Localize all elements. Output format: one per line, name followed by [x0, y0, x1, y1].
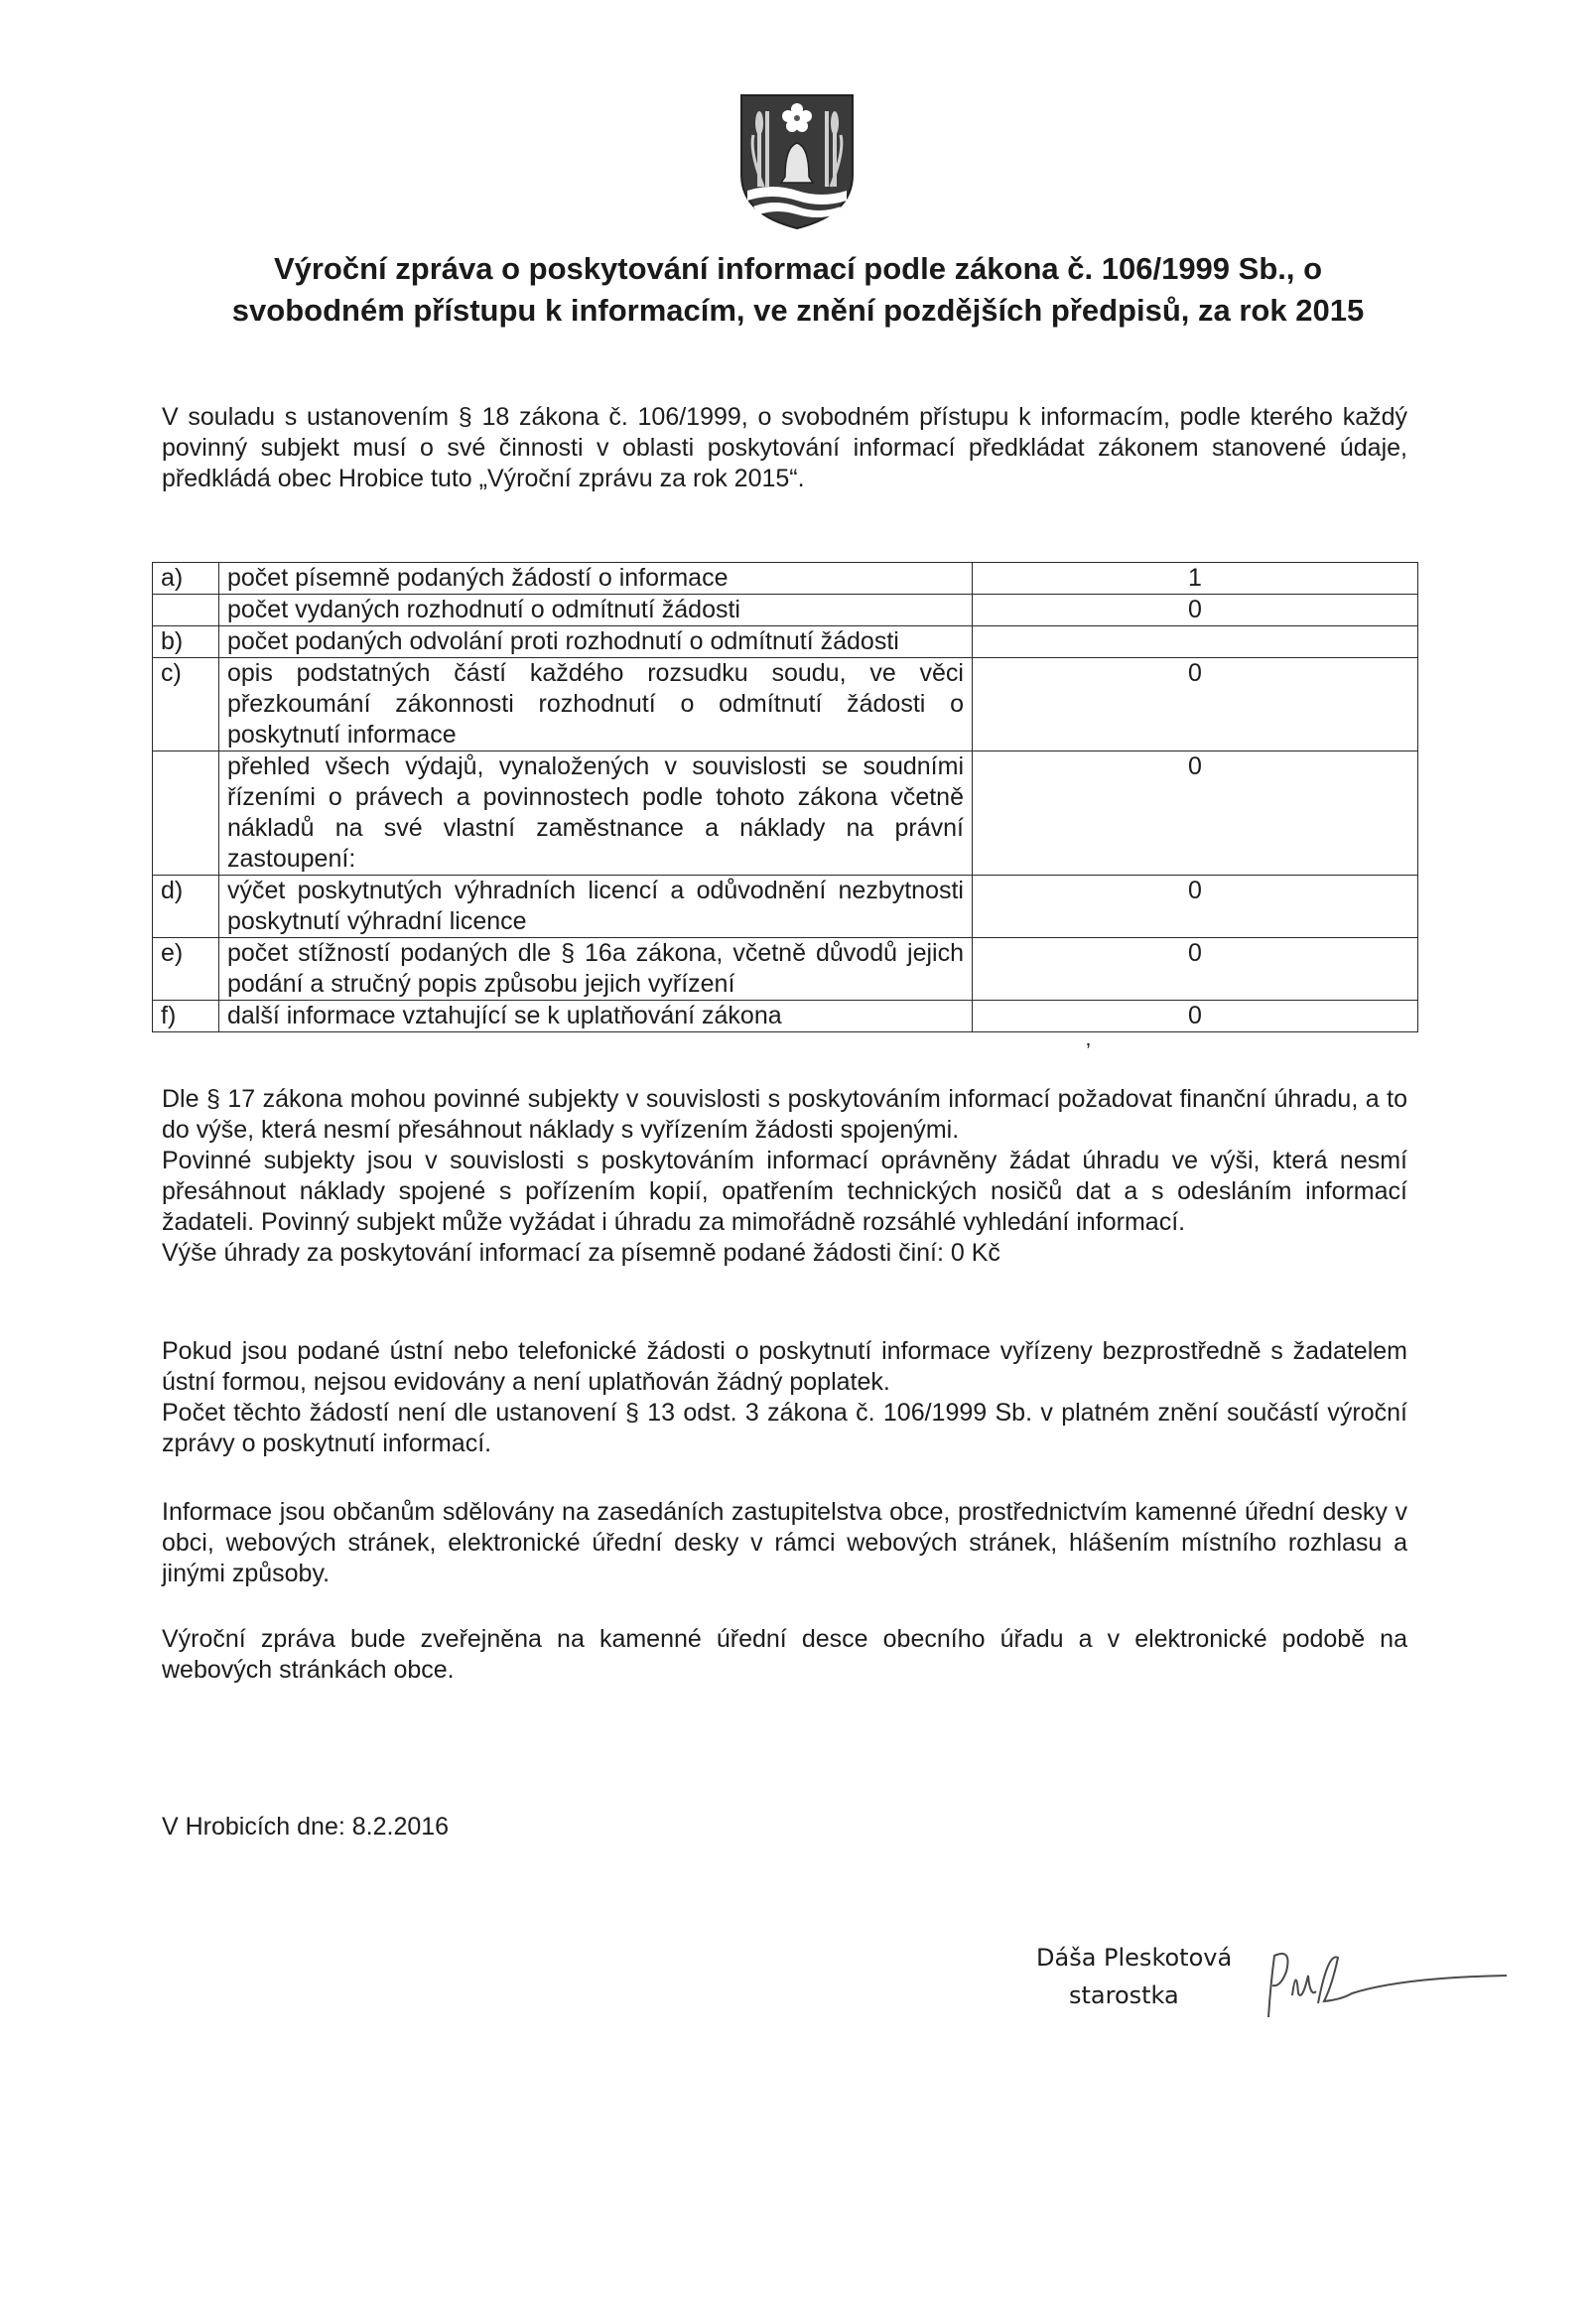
publication-paragraph: Výroční zpráva bude zveřejněna na kamenné úřední desce obecního úřadu a v elektronické podobě na webových stránkách obce. [162, 1625, 1407, 1684]
information-channels-section [162, 1497, 1407, 1589]
fees-paragraph-2: Povinné subjekty jsou v souvislosti s poskytováním informací oprávněny žádat úhradu ve výši, která nesmí přesáhnout náklady spojené s pořízením kopií, opatřením technických nosičů dat a s odesláním informací žadateli. Povinný subjekt může vyžádat i úhradu za mimořádně rozsáhlé vyhledání informací. [162, 1147, 1407, 1236]
row-value: 0 [973, 876, 1418, 938]
row-letter: f) [153, 1001, 219, 1032]
row-value: 1 [973, 563, 1418, 595]
document-title [99, 248, 1497, 332]
title-line-1: Výroční zpráva o poskytování informací podle zákona č. 106/1999 Sb., o [273, 251, 1323, 286]
publication-section [162, 1624, 1407, 1686]
row-letter: c) [153, 658, 219, 751]
intro-paragraph: V souladu s ustanovením § 18 zákona č. 106/1999, o svobodném přístupu k informacím, podle kterého každý povinný subjekt musí o své činnosti v oblasti poskytování informací předkládat zákonem stanovené údaje, předkládá obec Hrobice tuto „Výroční zprávu za rok 2015“. [162, 403, 1407, 492]
row-value-empty [973, 626, 1418, 658]
table-row [153, 1001, 1418, 1032]
table-row [153, 595, 1418, 626]
oral-paragraph-1: Pokud jsou podané ústní nebo telefonické žádosti o poskytnutí informace vyřízeny bezprostředně s žadatelem ústní formou, nejsou evidovány a není uplatňován žádný poplatek. [162, 1337, 1407, 1396]
row-description: další informace vztahující se k uplatňování zákona [219, 1001, 973, 1032]
table-row [153, 751, 1418, 876]
table-row [153, 626, 1418, 658]
row-description: přehled všech výdajů, vynaložených v souvislosti se soudními řízeními o právech a povinnostech podle tohoto zákona včetně nákladů na své vlastní zaměstnance a náklady na právní zastoupení: [219, 751, 973, 876]
row-description: výčet poskytnutých výhradních licencí a odůvodnění nezbytnosti poskytnutí výhradní licence [219, 876, 973, 938]
row-value: 0 [973, 658, 1418, 751]
row-description: počet podaných odvolání proti rozhodnutí o odmítnutí žádosti [219, 626, 973, 658]
table-row [153, 658, 1418, 751]
oral-paragraph-2: Počet těchto žádostí není dle ustanovení § 13 odst. 3 zákona č. 106/1999 Sb. v platném znění součástí výroční zprávy o poskytnutí informací. [162, 1399, 1407, 1457]
channels-paragraph: Informace jsou občanům sdělovány na zasedáních zastupitelstva obce, prostřednictvím kamenné úřední desky v obci, webových stránek, elektronické úřední desky v rámci webových stránek, hlášením místního rozhlasu a jinými způsoby. [162, 1498, 1407, 1587]
signatory-name: Dáša Pleskotová [1036, 1944, 1233, 1972]
report-table [152, 562, 1418, 1032]
row-letter: a) [153, 563, 219, 595]
row-letter: e) [153, 938, 219, 1001]
row-letter: b) [153, 626, 219, 658]
row-value: 0 [973, 1001, 1418, 1032]
row-description: počet stížností podaných dle § 16a zákona, včetně důvodů jejich podání a stručný popis způsobu jejich vyřízení [219, 938, 973, 1001]
fees-paragraph-1: Dle § 17 zákona mohou povinné subjekty v souvislosti s poskytováním informací požadovat finanční úhradu, a to do výše, která nesmí přesáhnout náklady s vyřízením žádosti spojenými. [162, 1085, 1407, 1144]
oral-requests-section [162, 1336, 1407, 1459]
row-description: opis podstatných částí každého rozsudku soudu, ve věci přezkoumání zákonnosti rozhodnutí o odmítnutí žádosti o poskytnutí informace [219, 658, 973, 751]
coat-of-arms-logo [737, 91, 857, 230]
table-row [153, 876, 1418, 938]
fees-section [162, 1084, 1407, 1269]
title-line-2: svobodném přístupu k informacím, ve znění pozdějších předpisů, za rok 2015 [231, 293, 1365, 328]
row-letter: d) [153, 876, 219, 938]
row-value: 0 [973, 751, 1418, 876]
row-letter-empty [153, 751, 219, 876]
row-letter-empty [153, 595, 219, 626]
row-description: počet písemně podaných žádostí o informace [219, 563, 973, 595]
table-row [153, 563, 1418, 595]
row-value: 0 [973, 595, 1418, 626]
row-description: počet vydaných rozhodnutí o odmítnutí žádosti [219, 595, 973, 626]
place-date: V Hrobicích dne: 8.2.2016 [162, 1813, 450, 1841]
tick-mark: ‚ [1086, 1025, 1091, 1050]
row-value: 0 [973, 938, 1418, 1001]
table-row [153, 938, 1418, 1001]
signatory-role: starostka [1069, 1981, 1179, 2009]
fees-paragraph-3: Výše úhrady za poskytování informací za písemně podané žádosti činí: 0 Kč [162, 1239, 1000, 1267]
handwritten-signature [1253, 1936, 1511, 2025]
